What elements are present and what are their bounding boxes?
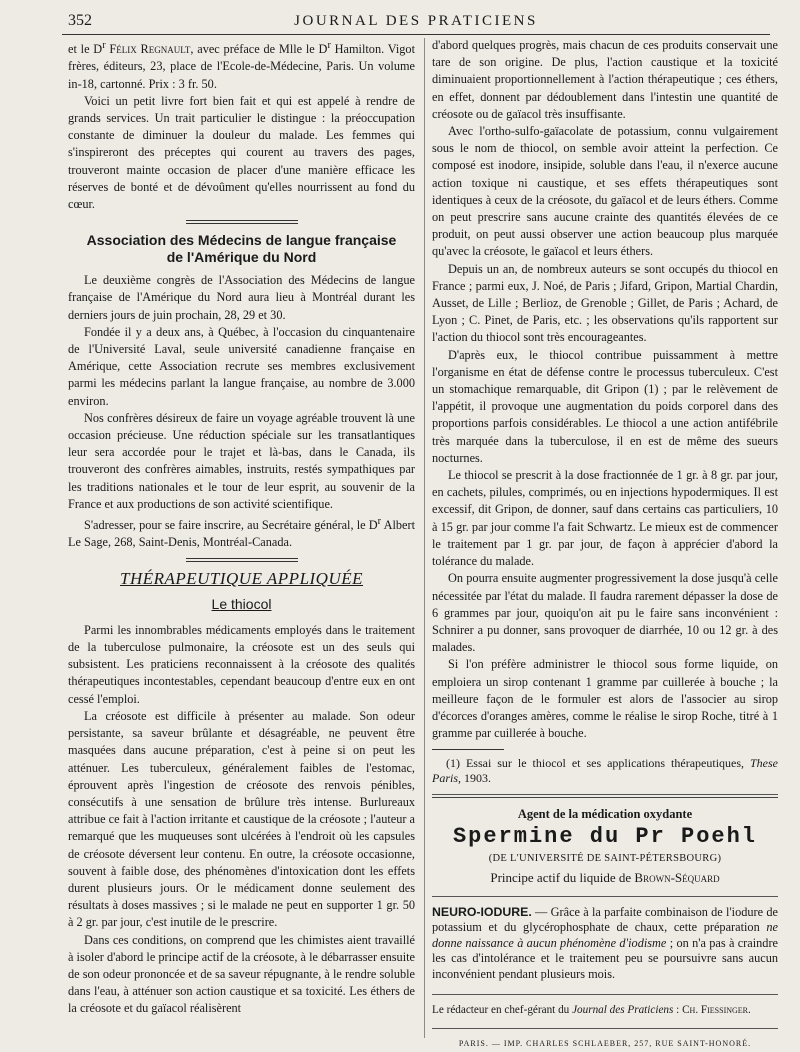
right-column — [432, 37, 778, 1052]
page-header — [62, 10, 770, 35]
advert-university: (DE L'UNIVERSITÉ DE SAINT-PÉTERSBOURG) — [488, 852, 722, 864]
advert-top-rule — [432, 794, 778, 795]
thiocol-paragraph-9: On pourra ensuite augmenter progressivement la dose jusqu'à celle nécessitée par l'état du malade. Il faudra rarement dépasser la dose de 6 grammes par jour, quoiqu'on ait pu le faire sans inconvénient : Schnirer a pu donner, sans provoquer de diarrhée, 10 ou 12 gr. à des malades. — [432, 571, 778, 655]
advert-active-principle: Principe actif du liquide de Brown-Séquard — [490, 869, 720, 885]
thiocol-paragraph-7: D'après eux, le thiocol contribue puissamment à mettre l'organisme en état de défense contre le processus tuberculeux. C'est un stomachique remarquable, dit Gripon (1) ; par le relèvement de l'appétit, il provoque une augmentation du poids corporel dans des proportions parfois considérables. Le thiocol a une action antifébrile très marquée dans la tuberculose, il en est de même des sueurs nocturnes. — [432, 347, 778, 465]
thiocol-paragraph-2: La créosote est difficile à présenter au malade. Son odeur persistante, sa saveur brûlante et désagréable, ne peuvent être masquées dans aucune préparation, c'est à peine si on peut les atténuer. Les tuberculeux, généralement faibles de l'estomac, éprouvent après l'ingestion de créosote des renvois pénibles, consécutifs à une sensation de brûlure très intense. Burlureaux attribue ce fait à l'action irritante et caustique de la créosote ; l'auteur a remarqué que les muqueuses sont ulcérées à l'endroit où les capsules de créosote déversent leur contenu. En outre, la créosote occasionne, souvent à faible dose, des phénomènes d'intoxication dont les effets durent plusieurs jours. Or le médicament donne seulement des résultats à doses massives ; si le malade ne peut en supporter 1 gr. 50 à 2 gr. par jour, c'est inutile de le prescrire. — [68, 708, 415, 930]
book-review-paragraph: Voici un petit livre fort bien fait et qui est appelé à rendre de grands services. Un trait particulier le distingue : la préoccupation constante de diminuer la douleur du malade. Les femmes qui s'inspireront des préceptes qui courent au travers des pages, trouveront mainte occasion de placer d'une manière efficace les réserves de bonté et de dévoûment qu'elles nourrissent au fond du cœur. — [68, 93, 415, 211]
section-separator — [186, 558, 298, 562]
journal-title: JOURNAL DES PRATICIENS — [294, 13, 538, 29]
section-separator — [186, 220, 298, 224]
thiocol-paragraph-4: d'abord quelques progrès, mais chacun de ces produits conservait une tare de son origine. De plus, l'action caustique et la toxicité diminuaient proportionnellement à l'action thérapeutique ; ces éthers, en effet, donnent par dédoublement dans l'intestin une quantité de créosote ou de gaïacol très insuffisante. — [432, 38, 778, 121]
advert-brand: Spermine du Pr Poehl — [452, 823, 758, 849]
association-heading: Association des Médecins de langue française de l'Amérique du Nord — [86, 232, 397, 266]
advert-tagline: Agent de la médication oxydante — [517, 807, 693, 822]
association-paragraph-4: S'adresser, pour se faire inscrire, au Secrétaire général, le $D^r$ Albert Le Sage, 268, Saint-Denis, Montréal-Canada. — [68, 515, 416, 550]
book-reference: et le $D^r$ Félix Regnault, avec préface de Mlle le $D^r$ Hamilton. Vigot frères, éditeurs, 23, place de l'Ecole-de-Médecine, Paris. Un volume in-18, cartonné. Prix : 3 fr. 50. — [68, 40, 415, 91]
thiocol-paragraph-6: Depuis un an, de nombreux auteurs se sont occupés du thiocol en France ; parmi eux, J. Noé, de Paris ; Jifard, Gripon, Martial Chardin, Ausset, de Lille ; Berlioz, de Grenoble ; Gillet, de Paris ; Achard, de Lyon ; C. Pinet, de Paris, etc. ; les observations qu'ils rapportent sur l'action du thiocol sont très encourageantes. — [432, 261, 778, 345]
article-title: Le thiocol — [211, 595, 272, 612]
thiocol-paragraph-3: Dans ces conditions, on comprend que les chimistes aient travaillé à isoler d'abord le principe actif de la créosote, à le débarrasser ensuite de son odeur prononcée et de sa saveur répugnante, à le rendre soluble dans l'eau, à atténuer son action caustique et sa toxicité. Les éthers de la créosote et du gaïacol réalisèrent — [68, 932, 415, 1016]
thiocol-paragraph-10: Si l'on préfère administrer le thiocol sous forme liquide, on emploiera un sirop contenant 1 gramme par cuillerée à bouche ; la meilleure façon de le formuler est alors de l'associer au sirop d'écorces d'oranges amères, comme le réalise le sirop Roche, titré à 1 gramme par cuillerée à bouche. — [432, 657, 778, 741]
column-divider — [424, 38, 425, 1038]
left-column — [68, 37, 415, 1018]
association-paragraph-2: Fondée il y a deux ans, à Québec, à l'occasion du cinquantenaire de l'Université Laval, seule université canadienne française en Amérique, cette Association recrute ses membres exclusivement parmi les médecins parlant la langue française, au nombre de 3.000 environ. — [68, 324, 415, 408]
thiocol-paragraph-5: Avec l'ortho-sulfo-gaïacolate de potassium, connu vulgairement sous le nom de thiocol, on semble avoir atteint la perfection. Ce composé est inodore, insipide, soluble dans l'eau, il n'exerce aucune action toxique ni caustique, et ses effets thérapeutiques sont identiques à ceux de la créosote, du gaïacol et de leurs éthers. Comme on peut prescrire sans aucune crainte des quantités élevées de ce produit, on peut aussi observer une action beaucoup plus marquée qu'avec la créosote, le gaïacol et leurs éthers. — [432, 124, 778, 259]
thiocol-paragraph-8: Le thiocol se prescrit à la dose fractionnée de 1 gr. à 8 gr. par jour, en cachets, pilules, comprimés, ou en injections hypodermiques. Il est excessif, dit Gripon, de donner, sauf dans certains cas particuliers, 10 à 15 gr. par jour comme l'a fait Schwartz. Le mieux est de commencer le traitement par 1 gr. par jour, de façon à apprécier d'abord la tolérance du malade. — [432, 468, 778, 569]
editor-credit: Le rédacteur en chef-gérant du Journal des Praticiens : Ch. Fiessinger. PARIS. — IMP. CHARLES SCHLAEBER, 257, RUE SAINT-HONORÉ. — [432, 994, 778, 1051]
footnote-rule — [432, 749, 504, 750]
footnote: (1) Essai sur le thiocol et ses applications thérapeutiques, These Paris, 1903. — [432, 756, 778, 786]
thiocol-paragraph-1: Parmi les innombrables médicaments employés dans le traitement de la tuberculose pulmonaire, la créosote est un des seuls qui subsistent. Les praticiens reconnaissent à la créosote des qualités thérapeutiques incontestables, cependant beaucoup d'entre eux en ont cessé l'emploi. — [68, 622, 415, 706]
section-title: THÉRAPEUTIQUE APPLIQUÉE — [119, 569, 364, 589]
spermine-advert — [432, 797, 778, 886]
association-paragraph-3: Nos confrères désireux de faire un voyage agréable trouvent là une occasion précieuse. Une réduction spéciale sur les transatlantiques leur sera accordée pour le trajet et là-bas, dans le Canada, ils trouveront des confrères aimables, instruits, restés sympathiques par les traditions nationales et le tour de leur esprit, au souvenir de la France et aux productions de son activité scientifique. — [68, 410, 415, 511]
neuro-iodure-notice: NEURO-IODURE. — Grâce à la parfaite combinaison de l'iodure de potassium et du glycérophosphate de chaux, cette préparation ne donne naissance à aucun phénomène d'iodisme ; on n'a pas à craindre les cas d'intolérance et le traitement peu se poursuivre sans aucun inconvénient pendant plusieurs mois. — [432, 904, 779, 981]
page-number: 352 — [68, 12, 92, 29]
association-paragraph-1: Le deuxième congrès de l'Association des Médecins de langue française de l'Amérique du Nord aura lieu à Montréal durant les derniers jours de juin prochain, 28, 29 et 30. — [68, 273, 415, 322]
printer-line: PARIS. — IMP. CHARLES SCHLAEBER, 257, RUE SAINT-HONORÉ. — [432, 1028, 778, 1052]
neuro-iodure-heading: NEURO-IODURE. — [432, 904, 532, 919]
advert-divider — [432, 896, 778, 897]
